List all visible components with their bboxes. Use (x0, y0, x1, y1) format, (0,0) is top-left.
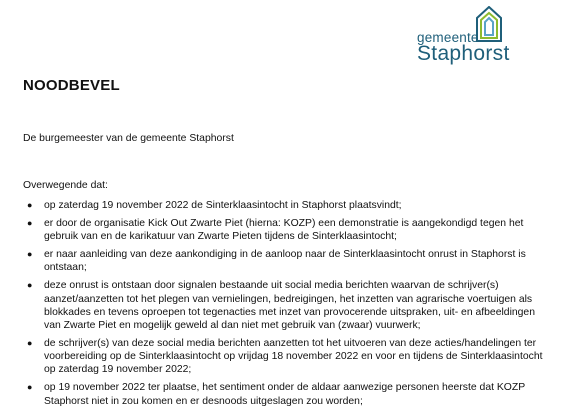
list-item-text: de schrijver(s) van deze social media berichten aanzetten tot het uitvoeren van deze acties/handelingen ter voorbereiding op de Sinterklaasintocht op vrijdag 18 november 2022 en voor en tijdens de Sinterklaasintocht op zaterdag 19 november 2022; (44, 338, 543, 376)
list-item-text: er naar aanleiding van deze aankondiging in de aanloop naar de Sinterklaasintocht onrust in Staphorst is ontstaan; (44, 249, 526, 274)
list-item (23, 248, 553, 274)
list-item (23, 381, 553, 407)
bullet-icon: ● (27, 280, 33, 291)
bullet-icon: ● (27, 200, 33, 210)
considerations-list (23, 199, 553, 413)
bullet-icon: ● (27, 249, 33, 260)
bullet-icon: ● (27, 382, 33, 393)
intro-line: De burgemeester van de gemeente Staphorst (23, 133, 234, 144)
list-item-text: op zaterdag 19 november 2022 de Sinterklaasintocht in Staphorst plaatsvindt; (44, 200, 402, 211)
list-item (23, 217, 553, 243)
bullet-icon: ● (27, 218, 33, 228)
staphorst-house-logo-icon (476, 6, 502, 42)
bullet-icon: ● (27, 338, 33, 349)
list-item (23, 337, 553, 377)
list-item-text: er door de organisatie Kick Out Zwarte Piet (hierna: KOZP) een demonstratie is aangekondigd tegen het gebruik van en de karikatuur van Zwarte Pieten tijdens de Sinterklaasintocht; (44, 218, 524, 243)
logo-text-staphorst: Staphorst (417, 42, 510, 65)
logo-text-gemeente: gemeente (417, 30, 479, 45)
gemeente-staphorst-logo (413, 6, 513, 64)
list-item-text: deze onrust is ontstaan door signalen bestaande uit social media berichten waarvan de schrijver(s) aanzet/aanzetten tot het plegen van vernielingen, bedreigingen, het inzetten van agrarische voertuigen als blokkades en tevens oproepen tot tegenacties met inzet van provocerende uitspraken, uit- en afbeeldingen van Zwarte Piet en mogelijk geweld al dan niet met gebruik van (zwaar) vuurwerk; (44, 280, 535, 332)
document-title: NOODBEVEL (23, 77, 120, 94)
list-item (23, 279, 553, 332)
list-item-text: op 19 november 2022 ter plaatse, het sentiment onder de aldaar aanwezige personen heerste dat KOZP Staphorst niet in zou komen en er desnoods uitgeslagen zou worden; (44, 382, 525, 407)
list-item (23, 199, 553, 212)
considering-heading: Overwegende dat: (23, 180, 108, 191)
